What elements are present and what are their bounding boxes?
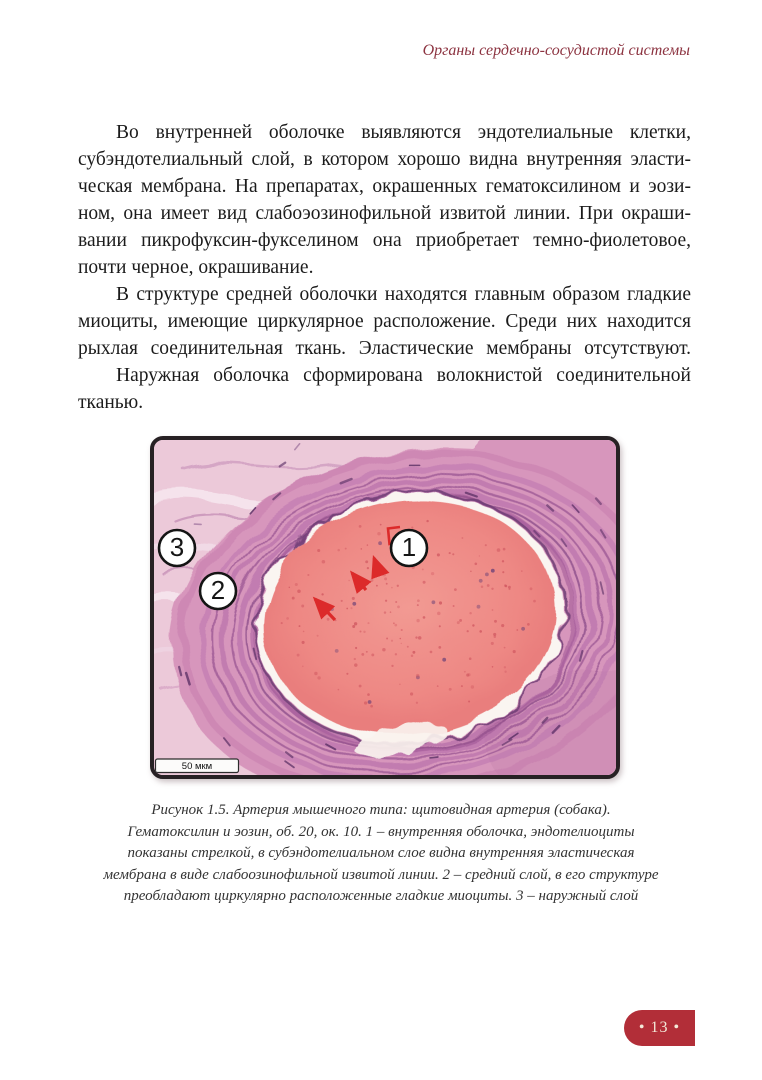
label-media bbox=[200, 573, 236, 609]
caption-line: показаны стрелкой, в субэндотелиальном слое видна внутренняя эластическая bbox=[127, 845, 635, 861]
scale-bar-text: 50 мкм bbox=[181, 761, 213, 772]
label-intima bbox=[391, 530, 427, 566]
text-line: рыхлая соединительная ткань. Эластические мембраны отсутствуют. bbox=[78, 338, 691, 359]
scale-bar bbox=[156, 759, 239, 773]
histology-micrograph bbox=[150, 436, 620, 779]
body-text bbox=[78, 119, 691, 416]
text-line: миоциты, имеющие циркулярное расположение. Среди них находится bbox=[78, 311, 691, 332]
label-adventitia bbox=[159, 530, 195, 566]
text-line: В структуре средней оболочки находятся главным образом гладкие bbox=[116, 284, 691, 305]
text-line: почти черное, окрашивание. bbox=[78, 257, 314, 278]
text-line: Во внутренней оболочке выявляются эндотелиальные клетки, bbox=[116, 122, 691, 143]
figure-caption bbox=[40, 800, 722, 908]
caption-line: преобладают циркулярно расположенные гладкие миоциты. 3 – наружный слой bbox=[123, 888, 639, 904]
caption-line: Гематоксилин и эозин, об. 20, ок. 10. 1 – внутренняя оболочка, эндотелиоциты bbox=[127, 823, 635, 840]
text-line: вании пикрофуксин-фукселином она приобретает темно-фиолетовое, bbox=[78, 230, 691, 251]
page-number-badge: • 13 • bbox=[624, 1010, 695, 1046]
paragraph bbox=[78, 362, 691, 416]
text-line: ческая мембрана. На препаратах, окрашенных гематоксилином и эози- bbox=[78, 176, 691, 197]
running-header: Органы сердечно-сосудистой системы bbox=[422, 42, 690, 59]
text-line: Наружная оболочка сформирована волокнистой соединительной bbox=[116, 365, 691, 386]
text-line: ном, она имеет вид слабоэозинофильной извитой линии. При окраши- bbox=[78, 203, 691, 224]
paragraph bbox=[78, 281, 691, 362]
label-2-text: 2 bbox=[210, 574, 226, 605]
caption-line: Рисунок 1.5. Артерия мышечного типа: щитовидная артерия (собака). bbox=[151, 802, 611, 818]
paragraph bbox=[78, 119, 691, 281]
caption-line: мембрана в виде слабоозинофильной извитой линии. 2 – средний слой, в его структуре bbox=[103, 866, 659, 883]
label-3-text: 3 bbox=[169, 531, 185, 562]
micrograph-image bbox=[154, 440, 616, 775]
text-line: тканью. bbox=[78, 392, 144, 413]
label-1-text: 1 bbox=[401, 531, 417, 562]
text-line: субэндотелиальный слой, в котором хорошо видна внутренняя эласти- bbox=[78, 149, 691, 170]
